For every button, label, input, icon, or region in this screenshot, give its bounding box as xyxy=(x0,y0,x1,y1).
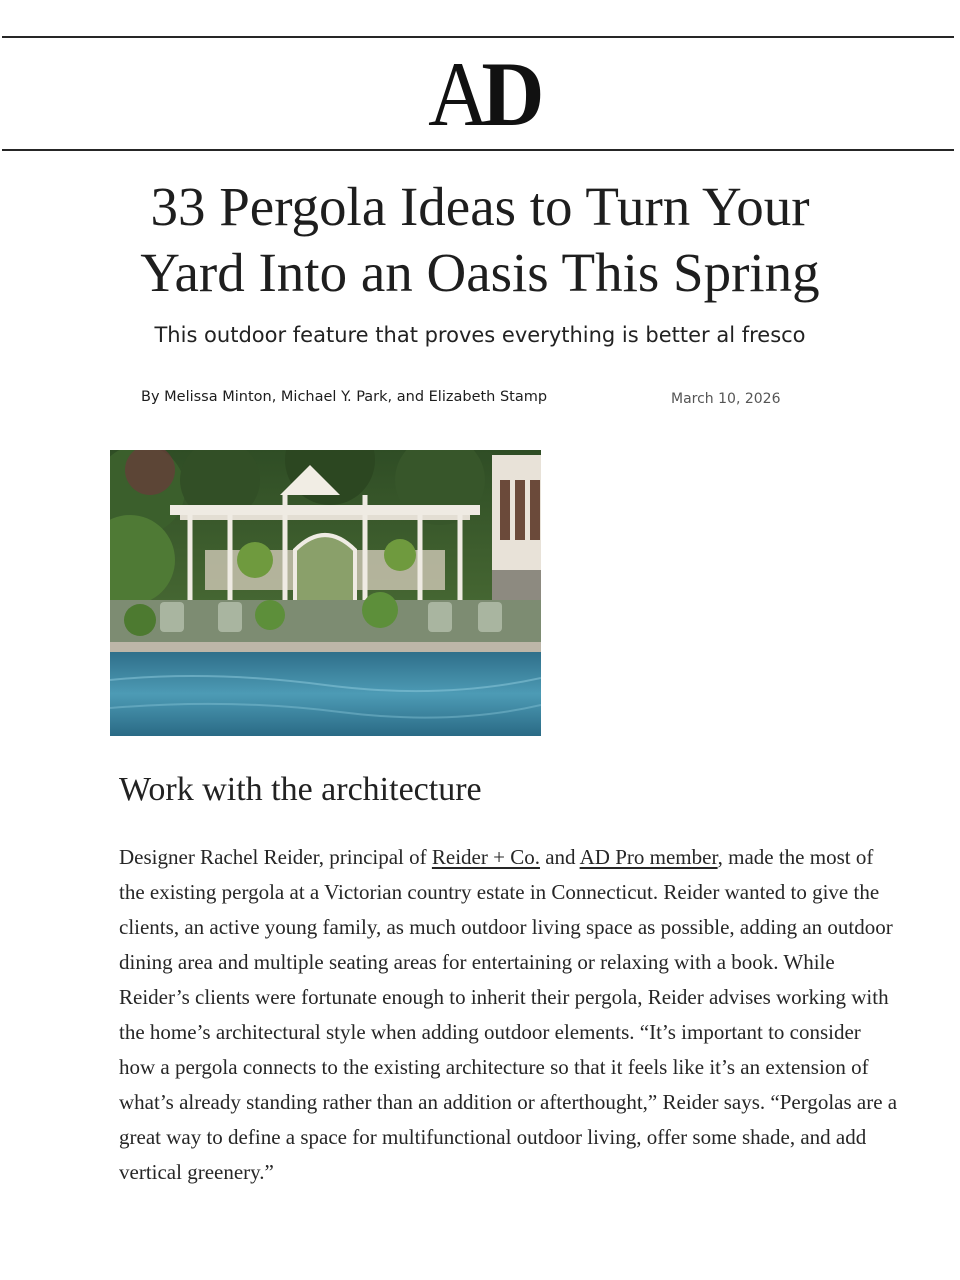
ad-logo[interactable] xyxy=(0,44,960,144)
hero-image xyxy=(110,450,541,736)
logo-letter-a: A xyxy=(427,43,478,145)
paragraph-text-1: Designer Rachel Reider, principal of xyxy=(119,845,432,869)
logo-letter-d: D xyxy=(481,43,534,145)
article-date: March 10, 2026 xyxy=(671,391,781,407)
section-heading: Work with the architecture xyxy=(119,771,482,808)
article-byline[interactable]: By Melissa Minton, Michael Y. Park, and Elizabeth Stamp xyxy=(141,389,548,405)
reider-co-link[interactable]: Reider + Co. xyxy=(431,845,540,869)
paragraph-text-2: and xyxy=(539,845,580,869)
article-dek: This outdoor feature that proves everything is better al fresco xyxy=(154,323,806,347)
headline-line-2: Yard Into an Oasis This Spring xyxy=(140,242,820,303)
header-top-rule xyxy=(2,36,954,38)
paragraph-text-3: , made the most of the existing pergola at a Victorian country estate in Connecticut. Reider wanted to give the clients, an active young family, as much outdoor living space as possible, adding an outdoor dining area and multiple seating areas for entertaining or relaxing with a book. While Reider’s clients were fortunate enough to inherit their pergola, Reider advises working with the home’s architectural style when adding outdoor elements. “It’s important to consider how a pergola connects to the existing architecture so that it feels like it’s an extension of what’s already standing rather than an addition or afterthought,” Reider says. “Pergolas are a great way to define a space for multifunctional outdoor living, offer some shade, and add vertical greenery.” xyxy=(119,845,898,1184)
headline-line-1: 33 Pergola Ideas to Turn Your xyxy=(150,176,810,237)
ad-pro-member-link[interactable]: AD Pro member xyxy=(579,845,718,869)
article-paragraph xyxy=(119,840,899,1190)
header-bottom-rule xyxy=(2,149,954,151)
article-headline xyxy=(60,174,900,306)
